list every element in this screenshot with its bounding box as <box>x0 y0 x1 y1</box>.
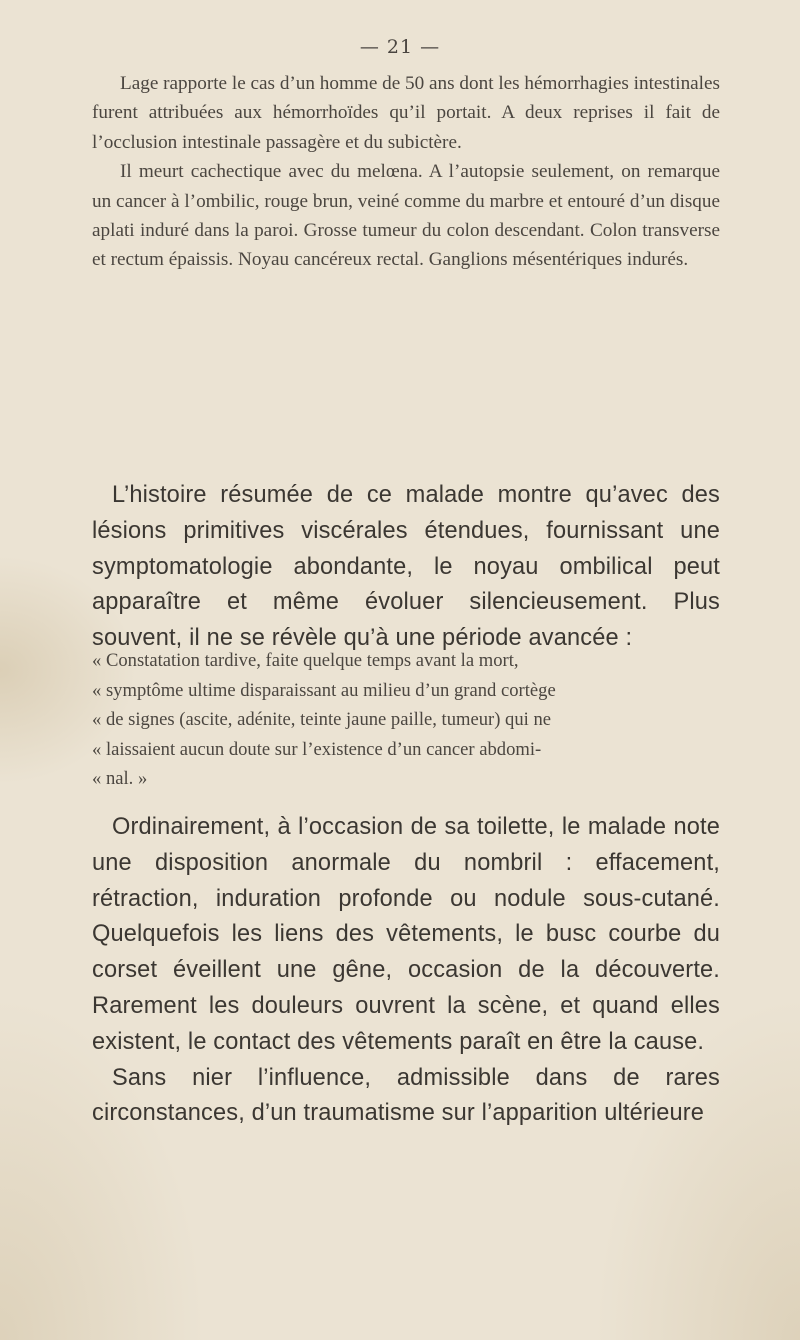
discussion-section <box>92 810 720 1132</box>
page-number: — 21 — <box>359 36 441 58</box>
summary-section <box>92 478 720 657</box>
paragraph-autopsy: Il meurt cachectique avec du melœna. A l’autopsie seulement, on remarque un cancer à l’ombilic, rouge brun, veiné comme du marbre et entouré d’un disque aplati induré dans la paroi. Grosse tumeur du colon descendant. Colon transverse et rectum épaissis. Noyau cancéreux rectal. Ganglions mésentériques indurés. <box>92 161 720 271</box>
quotation <box>92 646 720 794</box>
quote-line: « laissaient aucun doute sur l’existence d’un cancer abdomi- <box>92 738 542 760</box>
quote-line: « nal. » <box>92 768 148 790</box>
quote-line: « de signes (ascite, adénite, teinte jaune paille, tumeur) qui ne <box>92 709 551 731</box>
paragraph-discovery: Ordinairement, à l’occasion de sa toilette, le malade note une disposition anormale du nombril : effacement, rétraction, induration profonde ou nodule sous-cutané. Quelquefois les liens des vêtements, le busc courbe du corset éveillent une gêne, occasion de la découverte. Rarement les douleurs ouvrent la scène, et quand elles existent, le contact des vêtements paraît en être la cause. <box>92 814 720 1055</box>
paragraph-summary: L’histoire résumée de ce malade montre qu’avec des lésions primitives viscérales étendues, fournissant une symptomatologie abondante, le noyau ombilical peut apparaître et même évoluer silencieusement. Plus souvent, il ne se révèle qu’à une période avancée : <box>92 482 720 652</box>
quote-line: « Constatation tardive, faite quelque temps avant la mort, <box>92 650 519 671</box>
paragraph-case-intro: Lage rapporte le cas d’un homme de 50 ans dont les hémorrhagies intestinales furent attribuées aux hémorrhoïdes qu’il portait. A deux reprises il fait de l’occlusion intestinale passagère et du subictère. <box>92 73 720 153</box>
case-report <box>92 69 720 275</box>
paragraph-trauma: Sans nier l’influence, admissible dans de rares circonstances, d’un traumatisme sur l’apparition ultérieure <box>92 1064 720 1127</box>
quote-line: « symptôme ultime disparaissant au milieu d’un grand cortège <box>92 679 556 701</box>
